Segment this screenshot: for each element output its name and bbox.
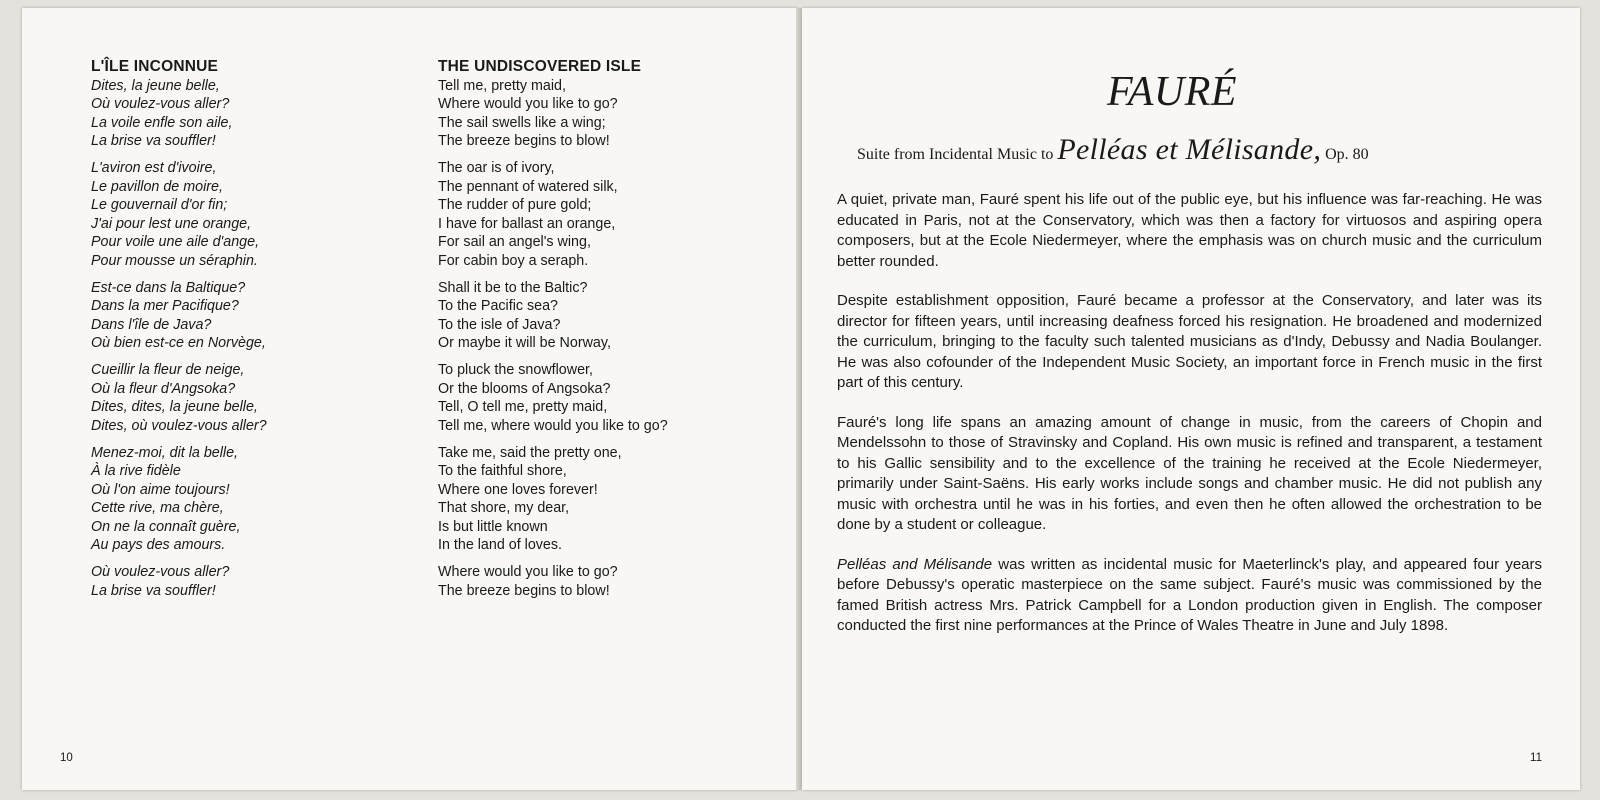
french-poem-line: Dans l'île de Java? — [91, 316, 212, 333]
composer-name: FAURÉ — [1107, 69, 1238, 115]
english-poem-stanza — [438, 444, 758, 555]
english-poem-line: To pluck the snowflower, — [438, 362, 593, 378]
french-poem-stanza — [91, 159, 401, 270]
english-poem-line: Tell me, where would you like to go? — [438, 417, 668, 434]
essay-body — [837, 190, 1542, 656]
essay-paragraph-rest: was written as incidental music for Maeterlinck's play, and appeared four years before Debussy's operatic masterpiece on the same subject. Fauré's music was commissioned by the famed British actress Mrs. Patrick Campbell for a London production given in English. The composer conducted the first nine performances at the Prince of Wales Theatre in June and July 1898. — [837, 555, 1542, 634]
french-poem-line: Cette rive, ma chère, — [91, 500, 224, 516]
english-poem-stanza — [438, 77, 758, 151]
french-poem-line: La voile enfle son aile, — [91, 114, 233, 131]
english-poem-line: To the isle of Java? — [438, 316, 561, 333]
english-poem-line: Is but little known — [438, 518, 548, 535]
french-poem-line: Où bien est-ce en Norvège, — [91, 335, 266, 351]
english-stanzas — [438, 77, 758, 601]
french-poem-line: J'ai pour lest une orange, — [91, 215, 252, 232]
french-poem-line: Où l'on aime toujours! — [91, 481, 230, 498]
english-poem-line: The breeze begins to blow! — [438, 582, 610, 599]
english-poem-title: THE UNDISCOVERED ISLE — [438, 58, 642, 75]
english-poem-stanza — [438, 159, 758, 270]
english-poem-line: The breeze begins to blow! — [438, 133, 610, 149]
french-poem-line: Où voulez-vous aller? — [91, 564, 230, 580]
french-poem-line: Cueillir la fleur de neige, — [91, 362, 245, 378]
english-poem-line: Where would you like to go? — [438, 96, 618, 112]
english-poem-line: To the Pacific sea? — [438, 298, 559, 314]
french-poem — [91, 58, 401, 609]
english-poem-stanza — [438, 563, 758, 600]
french-poem-stanza — [91, 444, 401, 555]
english-poem-line: In the land of loves. — [438, 537, 562, 553]
essay-paragraph: Despite establishment opposition, Fauré became a professor at the Conservatory, and later was its director for fifteen years, until increasing deafness forced his resignation. He broadened and modernized the curriculum, bringing to the faculty such talented musicians as d'Indy, Debussy and Nadia Boulanger. He was also cofounder of the Independent Music Society, an important force in French music in the first part of this century. — [837, 292, 1542, 391]
english-poem-line: Where would you like to go? — [438, 564, 618, 580]
french-poem-line: Où la fleur d'Angsoka? — [91, 380, 236, 397]
english-poem-line: Or the blooms of Angsoka? — [438, 380, 611, 397]
english-poem-line: Tell me, pretty maid, — [438, 77, 566, 94]
french-poem-line: L'aviron est d'ivoire, — [91, 160, 217, 176]
left-page — [22, 8, 798, 790]
english-poem-line: Where one loves forever! — [438, 481, 598, 498]
work-title: Pelléas et Mélisande, — [1057, 133, 1322, 166]
french-poem-line: Le pavillon de moire, — [91, 178, 223, 195]
page-number-right: 11 — [1530, 752, 1542, 764]
english-poem-line: Shall it be to the Baltic? — [438, 279, 588, 296]
english-poem-line: The sail swells like a wing; — [438, 114, 606, 131]
french-poem-line: Où voulez-vous aller? — [91, 96, 230, 112]
french-poem-stanza — [91, 279, 401, 353]
english-poem-line: The oar is of ivory, — [438, 160, 555, 176]
french-poem-stanza — [91, 77, 401, 151]
french-poem-line: On ne la connaît guère, — [91, 518, 241, 535]
english-poem-line: For sail an angel's wing, — [438, 234, 591, 250]
english-poem-line: The pennant of watered silk, — [438, 178, 618, 195]
english-poem-stanza — [438, 361, 758, 435]
english-poem-line: For cabin boy a seraph. — [438, 252, 589, 269]
english-poem-stanza — [438, 279, 758, 353]
french-poem-line: Dans la mer Pacifique? — [91, 298, 239, 314]
french-poem-line: À la rive fidèle — [91, 463, 181, 479]
french-poem-line: Au pays des amours. — [91, 537, 226, 553]
french-poem-line: Menez-moi, dit la belle, — [91, 444, 239, 461]
opus-number: Op. 80 — [1325, 146, 1369, 163]
french-poem-stanza — [91, 361, 401, 435]
french-poem-line: Pour mousse un séraphin. — [91, 252, 258, 269]
english-poem — [438, 58, 758, 609]
french-poem-line: Le gouvernail d'or fin; — [91, 197, 228, 213]
french-poem-line: Dites, où voulez-vous aller? — [91, 417, 267, 434]
right-page — [802, 8, 1580, 790]
essay-paragraph-last — [837, 555, 1542, 637]
french-stanzas — [91, 77, 401, 601]
english-poem-line: That shore, my dear, — [438, 500, 570, 516]
french-poem-stanza — [91, 563, 401, 600]
french-poem-line: Dites, dites, la jeune belle, — [91, 399, 258, 415]
english-poem-line: The rudder of pure gold; — [438, 197, 592, 213]
essay-paragraph: A quiet, private man, Fauré spent his life out of the public eye, but his influence was far-reaching. He was educated in Paris, not at the Conservatory, which was then a factory for virtuosos and aspiring opera composers, but at the Ecole Niedermeyer, where the emphasis was on church music and the curriculum better rounded. — [837, 191, 1542, 270]
french-poem-line: Pour voile une aile d'ange, — [91, 234, 260, 250]
french-poem-line: La brise va souffler! — [91, 582, 216, 599]
work-subtitle — [857, 133, 1369, 167]
essay-paragraph: Fauré's long life spans an amazing amount of change in music, from the careers of Chopin and Mendelssohn to those of Stravinsky and Copland. His own music is refined and transparent, a testament to his Gallic sensibility and to the excellence of the training he received at the Ecole Niedermeyer, primarily under Saint-Saëns. His early works include songs and chamber music. He did not publish any music with orchestra until he was in his forties, and even then he often allowed the orchestration to be done by a student or colleague. — [837, 413, 1542, 533]
english-poem-line: Or maybe it will be Norway, — [438, 335, 611, 351]
english-poem-line: I have for ballast an orange, — [438, 215, 616, 232]
work-title-inline: Pelléas and Mélisande — [837, 555, 993, 573]
french-poem-line: La brise va souffler! — [91, 133, 216, 149]
page-number-left: 10 — [60, 752, 73, 764]
english-poem-line: Tell, O tell me, pretty maid, — [438, 399, 608, 415]
subtitle-prefix: Suite from Incidental Music to — [857, 146, 1054, 163]
french-poem-line: Dites, la jeune belle, — [91, 77, 220, 94]
english-poem-line: To the faithful shore, — [438, 463, 567, 479]
english-poem-line: Take me, said the pretty one, — [438, 444, 622, 461]
french-poem-title: L'ÎLE INCONNUE — [91, 58, 219, 75]
french-poem-line: Est-ce dans la Baltique? — [91, 279, 246, 296]
